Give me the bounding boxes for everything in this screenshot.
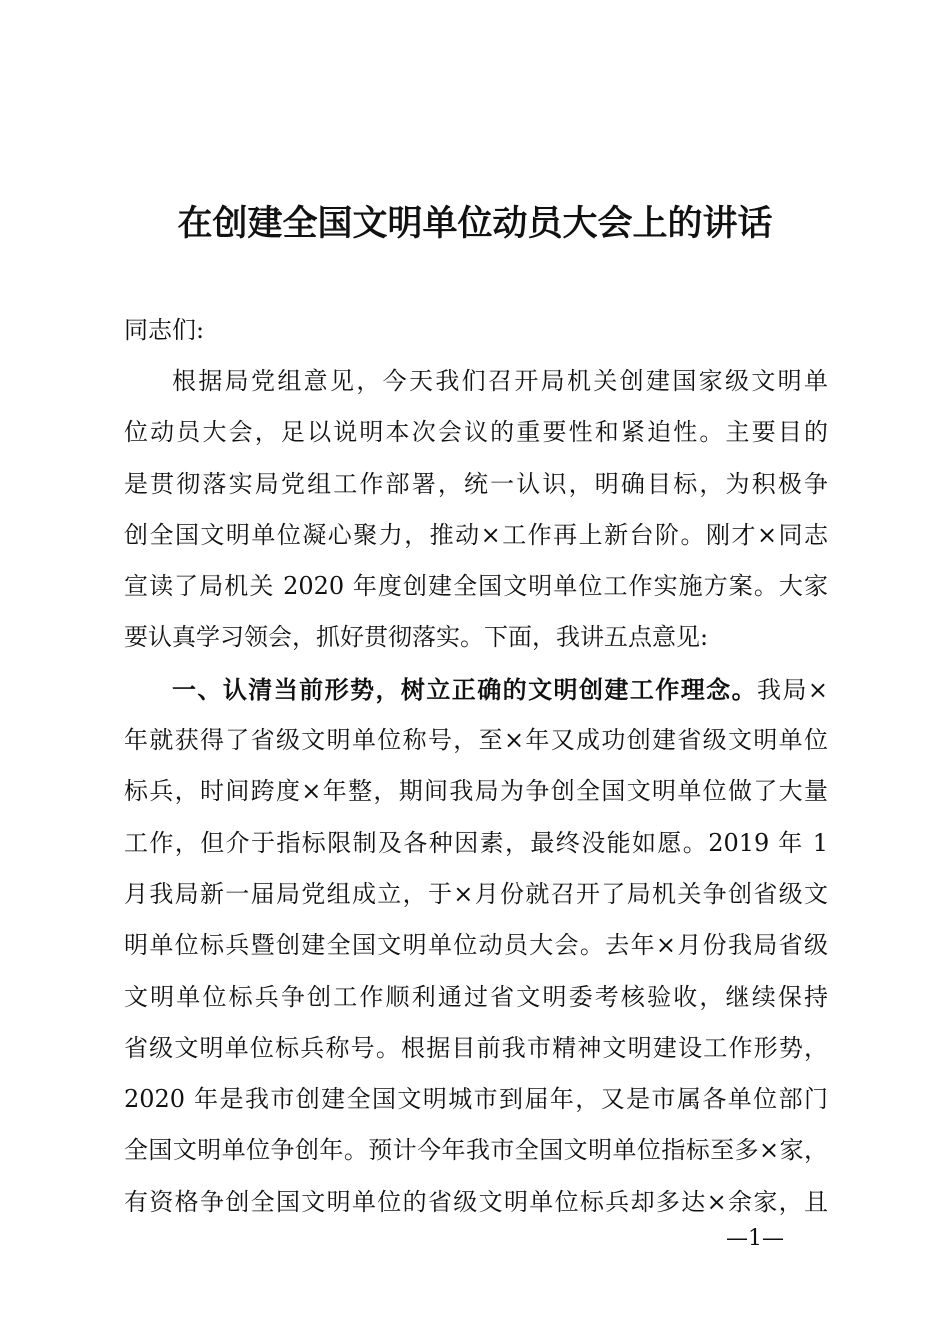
paragraph-text: 我局× bbox=[757, 675, 829, 704]
paragraph-line: 年就获得了省级文明单位称号，至×年又成功创建省级文明单位 bbox=[124, 726, 828, 755]
page-number: —1— bbox=[726, 1226, 784, 1251]
paragraph-line: 宣读了局机关 2020 年度创建全国文明单位工作实施方案。大家 bbox=[124, 572, 828, 601]
paragraph-line: 根据局党组意见，今天我们召开局机关创建国家级文明单 bbox=[172, 367, 828, 395]
section-heading: 一、认清当前形势，树立正确的文明创建工作理念。 bbox=[172, 674, 758, 704]
paragraph-line: 文明单位标兵争创工作顺利通过省文明委考核验收，继续保持 bbox=[124, 982, 828, 1011]
paragraph-line: 是贯彻落实局党组工作部署，统一认识，明确目标，为积极争 bbox=[124, 469, 828, 498]
paragraph-line: 月我局新一届局党组成立，于×月份就召开了局机关争创省级文 bbox=[124, 879, 828, 908]
paragraph-line: 省级文明单位标兵称号。根据目前我市精神文明建设工作形势， bbox=[124, 1033, 828, 1062]
salutation: 同志们: bbox=[124, 316, 205, 344]
paragraph-line: 全国文明单位争创年。预计今年我市全国文明单位指标至多×家， bbox=[124, 1136, 828, 1165]
speech-body bbox=[124, 356, 828, 1228]
paragraph-line: 创全国文明单位凝心聚力，推动×工作再上新台阶。刚才×同志 bbox=[124, 520, 828, 549]
paragraph-line: 要认真学习领会，抓好贯彻落实。下面，我讲五点意见: bbox=[124, 623, 709, 652]
section-heading-line bbox=[124, 664, 828, 715]
paragraph-line: 2020 年是我市创建全国文明城市到届年，又是市属各单位部门 bbox=[124, 1085, 828, 1114]
paragraph-line: 明单位标兵暨创建全国文明单位动员大会。去年×月份我局省级 bbox=[124, 931, 828, 960]
document-title: 在创建全国文明单位动员大会上的讲话 bbox=[177, 203, 773, 244]
paragraph-line: 位动员大会，足以说明本次会议的重要性和紧迫性。主要目的 bbox=[124, 418, 828, 447]
paragraph-line: 工作，但介于指标限制及各种因素，最终没能如愿。2019 年 1 bbox=[124, 828, 828, 857]
paragraph-line: 有资格争创全国文明单位的省级文明单位标兵却多达×余家，且 bbox=[124, 1187, 828, 1216]
paragraph-line: 标兵，时间跨度×年整，期间我局为争创全国文明单位做了大量 bbox=[124, 777, 828, 806]
